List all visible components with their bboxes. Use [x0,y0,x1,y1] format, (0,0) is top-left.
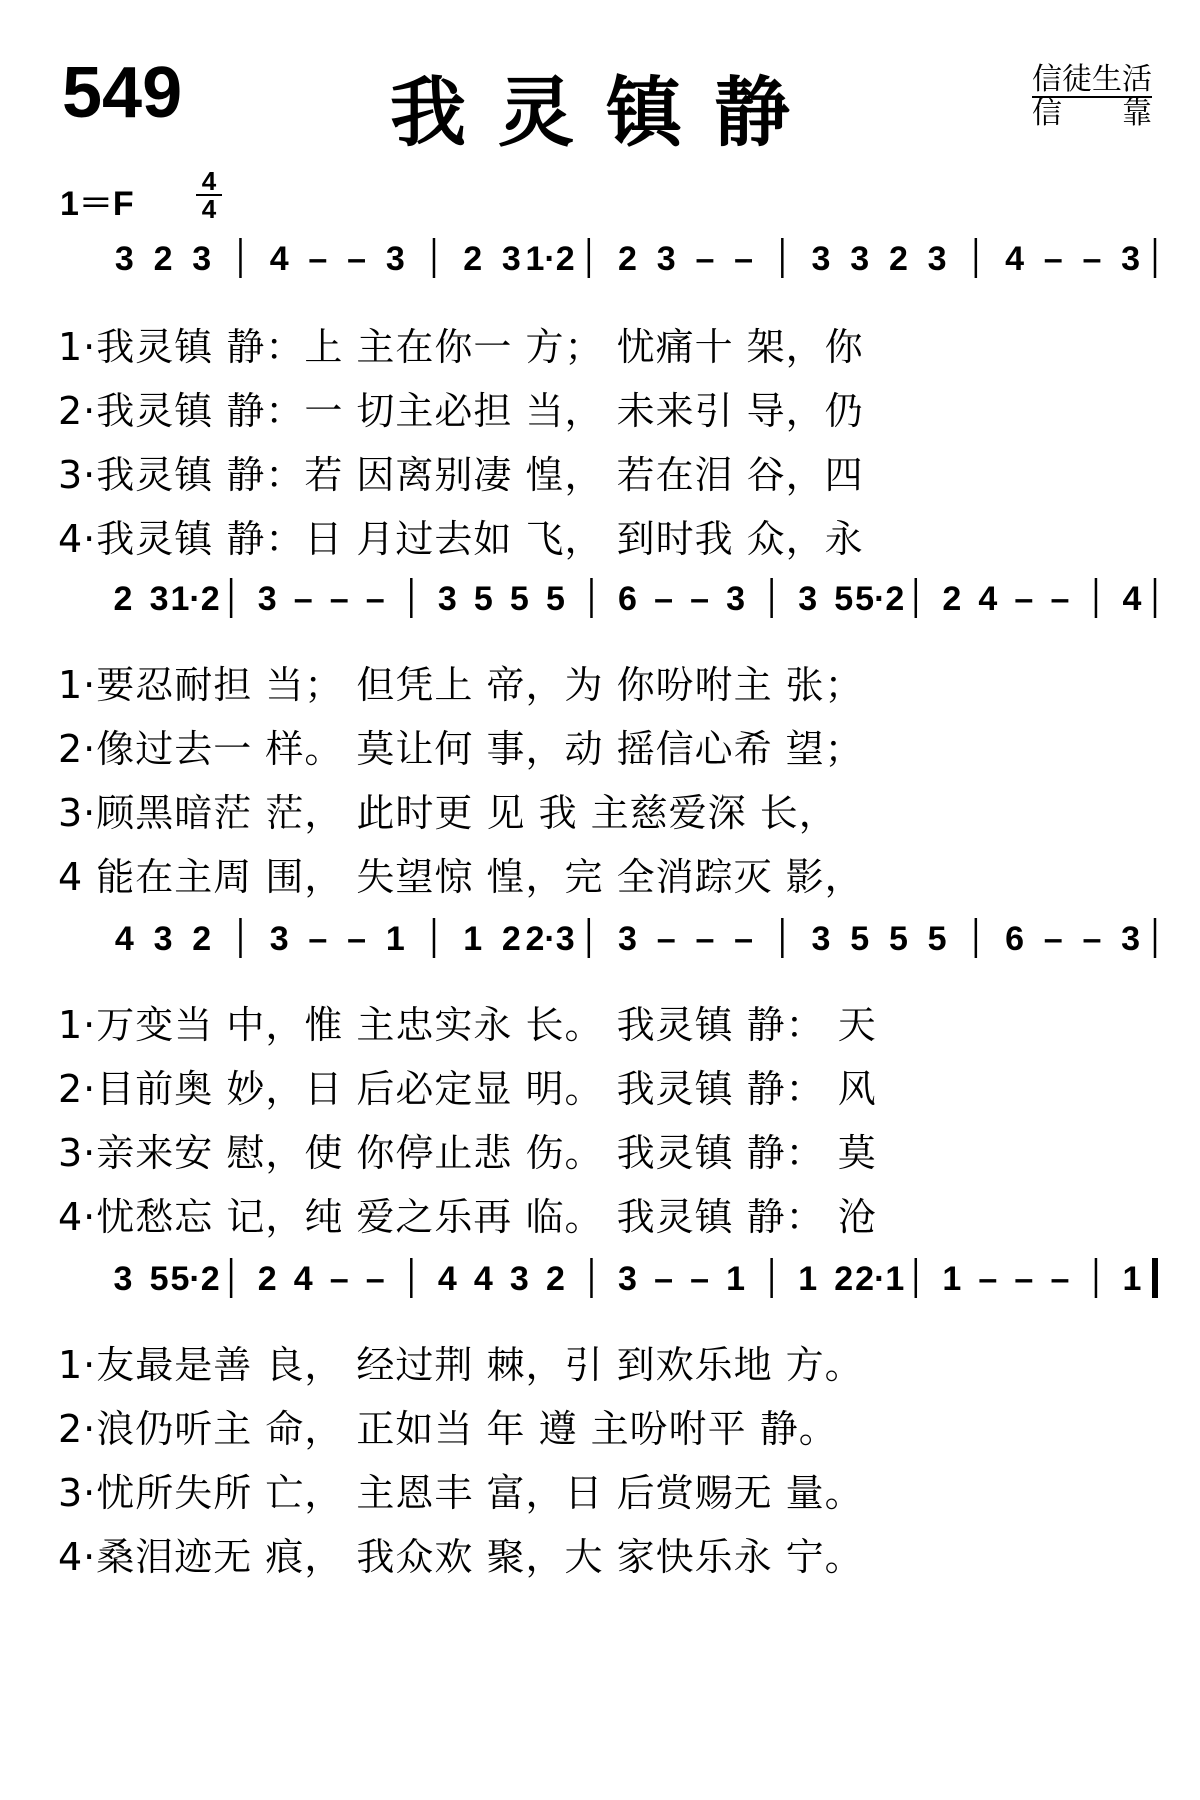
note: 1 [463,920,483,958]
note: 4 [114,920,134,958]
note: 3 [437,580,457,618]
note: – [654,580,673,618]
note: 4 [269,240,289,278]
note: – [329,1260,349,1298]
note: – [978,1260,998,1298]
note: 2 [888,240,908,278]
lyric-s1-v1: 1·我灵镇 静：上 主在你一 方； 忧痛十 架，你 [58,325,864,369]
note: – [347,920,367,958]
note: 3 [618,1260,637,1298]
note: 4 [437,1260,457,1298]
lyric-s3-v4: 4·忧愁忘 记，纯 爱之乐再 临。 我灵镇 静： 沧 [58,1195,877,1239]
note: 3 [798,580,818,618]
note: – [690,580,710,618]
note: 5 [888,920,908,958]
note: 1 [385,920,405,958]
note: 3 [509,1260,529,1298]
note: 2 [192,920,212,958]
key-signature: 1＝F [60,185,134,223]
note: 3 [726,580,746,618]
note: – [1014,580,1034,618]
note: 1·2 [525,240,575,278]
note: 3 [257,580,277,618]
note: 3 [385,240,405,278]
lyric-s4-v4: 4·桑泪迹无 痕， 我众欢 聚，大 家快乐永 宁。 [58,1535,864,1579]
lyric-s2-v3: 3·顾黑暗茫 茫， 此时更 见 我 主慈爱深 长， [58,791,838,835]
note: 2 [257,1260,277,1298]
note: 5 [149,1260,169,1298]
lyric-s4-v1: 1·友最是善 良， 经过荆 棘，引 到欢乐地 方。 [58,1343,864,1387]
note: – [1050,1260,1070,1298]
note: – [656,920,676,958]
note: 5 [509,580,529,618]
note: – [347,240,367,278]
note: 2 [113,580,133,618]
lyric-s1-v3: 3·我灵镇 静：若 因离别凄 惶， 若在泪 谷，四 [58,453,864,497]
note: – [734,240,754,278]
source-category: 信徒生活 [1032,62,1152,97]
note: 3 [269,920,289,958]
note: – [293,580,313,618]
note: 5 [545,580,565,618]
note: 3 [192,240,212,278]
note: 3 [113,1260,133,1298]
note: 3 [149,580,169,618]
lyric-s4-v3: 3·忧所失所 亡， 主恩丰 富，日 后赏赐无 量。 [58,1471,864,1515]
time-signature-bottom: 4 [201,194,217,224]
lyric-s2-v1: 1·要忍耐担 当； 但凭上 帝，为 你吩咐主 张； [58,663,864,707]
hymn-title: 我灵镇静 [390,68,822,157]
note: 3 [114,240,134,278]
note: – [1014,1260,1034,1298]
note: 3 [501,240,521,278]
note: 2 [545,1260,565,1298]
lyric-s2-v4: 4 能在主周 围， 失望惊 惶，完 全消踪灭 影， [58,855,864,899]
note: 3 [850,240,870,278]
note: 4 [1122,580,1142,618]
note: – [690,1260,710,1298]
lyric-s3-v1: 1·万变当 中，惟 主忠实永 长。 我灵镇 静： 天 [58,1003,877,1047]
note: 2·1 [855,1260,905,1298]
note: – [365,580,385,618]
note: 5·2 [855,580,905,618]
note: 2 [942,580,962,618]
note: 5·2 [170,1260,220,1298]
note: – [308,920,328,958]
lyric-s2-v2: 2·像过去一 样。 莫让何 事，动 摇信心希 望； [58,727,864,771]
note: 4 [1005,240,1024,278]
note: 1·2 [170,580,220,618]
note: 4 [978,580,998,618]
note: 1 [726,1260,746,1298]
time-signature-top: 4 [196,168,222,196]
note: 3 [927,240,947,278]
note: 6 [618,580,637,618]
note: 6 [1005,920,1024,958]
note: 3 [1121,920,1141,958]
lyric-s1-v4: 4·我灵镇 静：日 月过去如 飞， 到时我 众，永 [58,517,864,561]
note: 5 [927,920,947,958]
note: 2 [618,240,637,278]
note: 1 [942,1260,962,1298]
note: – [1082,240,1102,278]
note: – [695,920,715,958]
lyric-s4-v2: 2·浪仍听主 命， 正如当 年 遵 主吩咐平 静。 [58,1407,838,1451]
hymn-number: 549 [62,53,183,133]
note: 1 [798,1260,818,1298]
note: 2·3 [525,920,575,958]
note: – [1082,920,1102,958]
note: 5 [473,580,493,618]
note: 2 [463,240,483,278]
note: – [329,580,349,618]
note: 5 [850,920,870,958]
lyric-s3-v3: 3·亲来安 慰，使 你停止悲 伤。 我灵镇 静： 莫 [58,1131,877,1175]
note: 2 [834,1260,854,1298]
lyric-s3-v2: 2·目前奥 妙，日 后必定显 明。 我灵镇 静： 风 [58,1067,877,1111]
note: 1 [1122,1260,1142,1298]
note: – [654,1260,673,1298]
note: – [695,240,715,278]
source-subcategory-a: 信 [1032,96,1062,131]
note: 5 [834,580,854,618]
note: – [1043,920,1063,958]
note: 3 [811,920,831,958]
note: – [365,1260,385,1298]
note: 2 [501,920,521,958]
note: 3 [811,240,831,278]
note: 4 [293,1260,313,1298]
note: 2 [153,240,173,278]
note: 4 [473,1260,493,1298]
note: 3 [153,920,173,958]
note: – [734,920,754,958]
note: 3 [656,240,676,278]
note: – [1043,240,1063,278]
note: 3 [618,920,637,958]
note: 3 [1121,240,1141,278]
lyric-s1-v2: 2·我灵镇 静：一 切主必担 当， 未来引 导，仍 [58,389,864,433]
note: – [1050,580,1070,618]
note: – [308,240,328,278]
source-subcategory-b: 靠 [1122,96,1152,131]
